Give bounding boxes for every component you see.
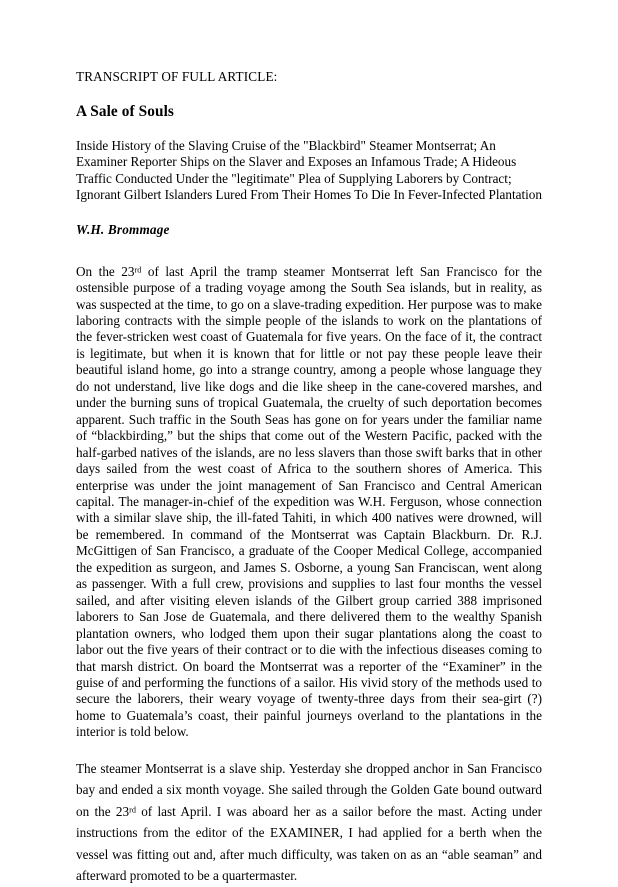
paragraph-2-text-before: The steamer Montserrat is a slave ship. Yesterday she dropped anchor in San Francisco bay and ended a six month voyage. She sailed through the Golden Gate bound outward on the 23 xyxy=(76,760,542,819)
article-paragraph-1 xyxy=(76,264,542,741)
article-title: A Sale of Souls xyxy=(76,103,174,120)
article-subtitle: Inside History of the Slaving Cruise of the "Blackbird" Steamer Montserrat; An Examiner Reporter Ships on the Slaver and Exposes an Infamous Trade; A Hideous Traffic Conducted Under the "legitimate" Plea of Supplying Laborers by Contract; Ignorant Gilbert Islanders Lured From Their Homes To Die In Fever-Infected Plantation xyxy=(76,138,542,203)
paragraph-2-ordinal-superscript: rd xyxy=(129,805,136,815)
paragraph-1-body-text: of last April the tramp steamer Montserrat left San Francisco for the ostensible purpose of a trading voyage among the South Sea islands, but in reality, as was suspected at the time, to go on a slave-trading expedition. Her purpose was to make laboring contracts with the simple people of the islands to work on the plantations of the fever-stricken west coast of Guatemala for five years. On the face of it, the contract is legitimate, but when it is known that for little or not pay these people leave their beautiful island home, go into a strange country, among a people whose language they do not understand, live like dogs and die like sheep in the cane-covered marshes, and under the burning suns of tropical Guatemala, the cruelty of such deportation becomes apparent. Such traffic in the South Seas has gone on for years under the familiar name of “blackbirding,” but the ships that come out of the Western Pacific, packed with the half-garbed natives of the islands, are no less slavers than those swift barks that in other days sailed from the west coast of Africa to the southern shores of America. This enterprise was under the joint management of San Francisco and Central American capital. The manager-in-chief of the expedition was W.H. Ferguson, whose connection with a similar slave ship, the ill-fated Tahiti, in which 400 natives were drowned, will be remembered. In command of the Montserrat was Captain Blackburn. Dr. R.J. McGittigen of San Francisco, a graduate of the Cooper Medical College, accompanied the expedition as surgeon, and James S. Osborne, a young San Franciscan, went along as passenger. With a full crew, provisions and supplies to last four months the vessel sailed, and after visiting eleven islands of the Gilbert group carried 388 imprisoned laborers to San Jose de Guatemala, and there delivered them to the wealthy Spanish plantation owners, who lodged them upon their sugar plantations along the coast to labor out the five years of their contract or to die with the infectious diseases coming to that marsh district. On board the Montserrat was a reporter of the “Examiner” in the guise of and performing the functions of a sailor. His vivid story of the methods used to secure the laborers, their weary voyage of twenty-three days from their sea-girt (?) home to Guatemala’s coast, their painful journeys overland to the plantations in the interior is told below. xyxy=(76,263,542,740)
document-text-column xyxy=(76,68,542,887)
article-byline: W.H. Brommage xyxy=(76,221,170,237)
paragraph-1-ordinal-superscript: rd xyxy=(134,265,142,275)
article-paragraph-2 xyxy=(76,758,542,887)
transcript-label: TRANSCRIPT OF FULL ARTICLE: xyxy=(76,69,278,84)
paragraph-2-text-after: of last April. I was aboard her as a sailor before the mast. Acting under instructions from the editor of the EXAMINER, I had applied for a berth when the vessel was fitting out and, after much difficulty, was taken on as an “able seaman” and afterward promoted to be a quartermaster. xyxy=(76,803,542,884)
paragraph-1-lead-text: On the 23 xyxy=(76,263,135,279)
